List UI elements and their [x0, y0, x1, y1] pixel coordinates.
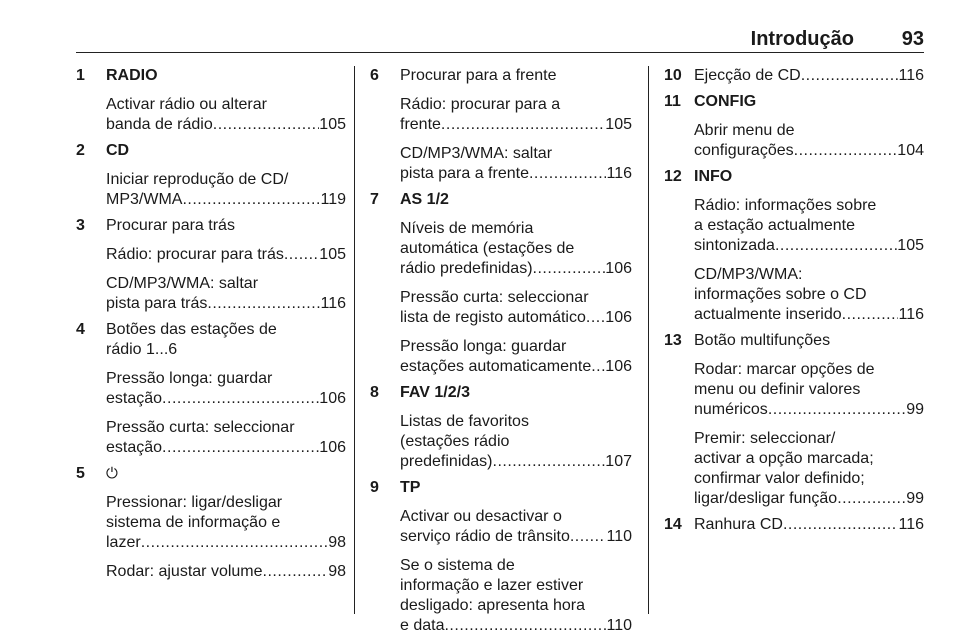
index-text: Ranhura CD: [694, 516, 783, 533]
dot-leader: [162, 438, 319, 458]
dot-leader: [162, 389, 319, 409]
sub-entry-text: a estação actualmente: [694, 217, 855, 234]
entry-heading: CONFIG: [694, 93, 757, 110]
index-text: pista para a frente: [400, 165, 529, 182]
sub-entry-text: (estações rádio: [400, 433, 510, 450]
column-1: [76, 66, 346, 582]
entry-heading: Botão multifunções: [694, 332, 831, 349]
index-text: configurações: [694, 142, 794, 159]
index-line: [106, 115, 346, 135]
page-ref: 99: [906, 490, 924, 507]
entry-number: 8: [370, 384, 379, 401]
index-entry: [76, 66, 346, 135]
sub-entry: [400, 556, 632, 636]
index-text: estação: [106, 439, 163, 456]
dot-leader: [207, 294, 320, 314]
sub-entry-text: Níveis de memória: [400, 220, 534, 237]
page-ref: 106: [319, 390, 346, 407]
sub-entry-text: Listas de favoritos: [400, 413, 529, 430]
sub-entry-text: CD/MP3/WMA: saltar: [400, 145, 553, 162]
entry-heading: Procurar para trás: [106, 217, 235, 234]
sub-entry: [400, 288, 632, 328]
sub-entry-text: Activar rádio ou alterar: [106, 96, 267, 113]
index-text: lazer: [106, 534, 141, 551]
index-line: [694, 489, 924, 509]
entry-number: 12: [664, 168, 682, 185]
page-ref: 106: [605, 260, 632, 277]
sub-entry: [400, 219, 632, 279]
entry-number: 6: [370, 67, 379, 84]
index-text: ligar/desligar função: [694, 490, 838, 507]
sub-entry-text: CD/MP3/WMA:: [694, 266, 803, 283]
entry-number: 4: [76, 321, 85, 338]
entry-heading: FAV 1/2/3: [400, 384, 470, 401]
index-text: sintonizada: [694, 237, 775, 254]
sub-entry-text: Activar ou desactivar o: [400, 508, 562, 525]
dot-leader: [141, 533, 329, 553]
sub-entry: [400, 507, 632, 547]
index-entry: [664, 515, 924, 535]
index-line: [694, 236, 924, 256]
index-text: predefinidas): [400, 453, 493, 470]
dot-leader: [775, 236, 897, 256]
sub-entry: [106, 369, 346, 409]
index-entry: [664, 66, 924, 86]
index-text: e data: [400, 617, 445, 634]
index-line: [694, 141, 924, 161]
index-text: MP3/WMA: [106, 191, 183, 208]
sub-entry-text: Pressão longa: guardar: [106, 370, 273, 387]
index-text: numéricos: [694, 401, 768, 418]
sub-entry-text: Iniciar reprodução de CD/: [106, 171, 289, 188]
sub-entry: [694, 360, 924, 420]
dot-leader: [570, 527, 607, 547]
sub-entry: [106, 170, 346, 210]
dot-leader: [284, 245, 319, 265]
page-ref: 107: [605, 453, 632, 470]
sub-entry: [694, 196, 924, 256]
entry-number: 14: [664, 516, 682, 533]
page-ref: 116: [898, 67, 924, 84]
page-ref: 106: [605, 358, 632, 375]
sub-entry-text: Premir: seleccionar/: [694, 430, 836, 447]
index-line: [106, 562, 346, 582]
dot-leader: [586, 308, 605, 328]
index-entry: [76, 141, 346, 210]
index-entry: [370, 383, 632, 472]
index-line: [106, 245, 346, 265]
sub-entry: [694, 429, 924, 509]
sub-entry-text: sistema de informação e: [106, 514, 281, 531]
index-line: [106, 389, 346, 409]
index-text: estação: [106, 390, 163, 407]
sub-entry-text: activar a opção marcada;: [694, 450, 874, 467]
index-line: [400, 164, 632, 184]
sub-entry-text: Rodar: marcar opções de: [694, 361, 875, 378]
dot-leader: [591, 357, 605, 377]
page-header: [76, 26, 924, 53]
page-ref: 104: [897, 142, 924, 159]
dot-leader: [444, 616, 606, 636]
page-number: 93: [901, 28, 924, 50]
dot-leader: [263, 562, 329, 582]
page-ref: 98: [328, 534, 346, 551]
index-entry: [76, 216, 346, 314]
index-text: frente: [400, 116, 441, 133]
sub-entry: [400, 412, 632, 472]
dot-leader: [441, 115, 605, 135]
page-ref: 105: [319, 116, 346, 133]
index-line: [400, 527, 632, 547]
page-ref: 105: [319, 246, 346, 263]
index-text: Rodar: ajustar volume: [106, 563, 263, 580]
sub-entry: [400, 144, 632, 184]
index-line: [106, 533, 346, 553]
sub-entry-text: Rádio: informações sobre: [694, 197, 877, 214]
entry-heading: Procurar para a frente: [400, 67, 557, 84]
sub-entry-text: informações sobre o CD: [694, 286, 867, 303]
sub-entry: [106, 562, 346, 582]
page-ref: 106: [605, 309, 632, 326]
sub-entry-text: Abrir menu de: [694, 122, 795, 139]
index-line: [106, 190, 346, 210]
dot-leader: [529, 164, 607, 184]
page-ref: 99: [906, 401, 924, 418]
index-entry: [370, 190, 632, 377]
sub-entry: [400, 95, 632, 135]
sub-entry-text: desligado: apresenta hora: [400, 597, 586, 614]
page-ref: 116: [606, 165, 632, 182]
index-line: [400, 259, 632, 279]
dot-leader: [533, 259, 606, 279]
sub-entry-text: automática (estações de: [400, 240, 575, 257]
dot-leader: [783, 515, 899, 535]
sub-entry: [106, 274, 346, 314]
column-divider: [648, 66, 649, 614]
entry-number: 11: [664, 93, 681, 110]
page-ref: 98: [328, 563, 346, 580]
index-line: [400, 357, 632, 377]
index-entry: [370, 66, 632, 184]
page-ref: 116: [898, 306, 924, 323]
index-entry: [76, 320, 346, 458]
index-text: rádio predefinidas): [400, 260, 533, 277]
index-line: [106, 438, 346, 458]
index-entry: [664, 92, 924, 161]
entry-heading: Botões das estações de: [106, 321, 277, 338]
index-text: Ejecção de CD: [694, 67, 801, 84]
sub-entry: [106, 245, 346, 265]
index-line: [400, 616, 632, 636]
index-text: pista para trás: [106, 295, 208, 312]
index-line: [400, 452, 632, 472]
index-text: banda de rádio: [106, 116, 213, 133]
entry-heading: RADIO: [106, 67, 158, 84]
index-line: [106, 294, 346, 314]
sub-entry: [400, 337, 632, 377]
sub-entry-text: informação e lazer estiver: [400, 577, 584, 594]
page-ref: 110: [606, 528, 632, 545]
dot-leader: [801, 66, 899, 86]
entry-heading: CD: [106, 142, 130, 159]
index-text: serviço rádio de trânsito: [400, 528, 570, 545]
sub-entry: [106, 95, 346, 135]
index-text: actualmente inserido: [694, 306, 842, 323]
sub-entry: [694, 265, 924, 325]
entry-number: 7: [370, 191, 379, 208]
entry-heading: AS 1/2: [400, 191, 449, 208]
page-ref: 110: [606, 617, 632, 634]
dot-leader: [794, 141, 898, 161]
column-2: [370, 66, 632, 636]
sub-entry-text: Pressionar: ligar/desligar: [106, 494, 283, 511]
page-ref: 119: [320, 191, 346, 208]
entry-number: 13: [664, 332, 682, 349]
index-text: estações automaticamente: [400, 358, 592, 375]
entry-heading: TP: [400, 479, 421, 496]
column-divider: [354, 66, 355, 614]
dot-leader: [493, 452, 606, 472]
index-line: [400, 115, 632, 135]
sub-entry-text: Pressão curta: seleccionar: [106, 419, 295, 436]
sub-entry-text: Rádio: procurar para a: [400, 96, 561, 113]
index-entry: [664, 331, 924, 509]
dot-leader: [842, 305, 899, 325]
sub-entry-text: Pressão curta: seleccionar: [400, 289, 589, 306]
index-line: [694, 66, 924, 86]
index-text: lista de registo automático: [400, 309, 586, 326]
sub-entry-text: Se o sistema de: [400, 557, 515, 574]
sub-entry-text: menu ou definir valores: [694, 381, 861, 398]
dot-leader: [213, 115, 320, 135]
entry-number: 1: [76, 67, 85, 84]
index-entry: [664, 167, 924, 325]
page-title: Introdução: [750, 28, 854, 50]
dot-leader: [182, 190, 320, 210]
entry-number: 3: [76, 217, 85, 234]
entry-heading-cont: rádio 1...6: [106, 341, 178, 358]
entry-number: 9: [370, 479, 379, 496]
sub-entry-text: CD/MP3/WMA: saltar: [106, 275, 259, 292]
index-line: [400, 308, 632, 328]
dot-leader: [768, 400, 906, 420]
entry-heading: INFO: [694, 168, 733, 185]
index-line: [694, 305, 924, 325]
power-icon: ⏻: [106, 465, 118, 482]
index-entry: [370, 478, 632, 636]
index-line: [694, 400, 924, 420]
entry-number: 2: [76, 142, 85, 159]
sub-entry-text: Pressão longa: guardar: [400, 338, 567, 355]
dot-leader: [837, 489, 906, 509]
sub-entry: [106, 493, 346, 553]
entry-number: 5: [76, 465, 85, 482]
sub-entry: [694, 121, 924, 161]
index-line: [694, 515, 924, 535]
page-ref: 105: [897, 237, 924, 254]
sub-entry-text: confirmar valor definido;: [694, 470, 865, 487]
index-entry: [76, 464, 346, 582]
page-ref: 116: [898, 516, 924, 533]
page-ref: 105: [605, 116, 632, 133]
entry-number: 10: [664, 67, 682, 84]
index-text: Rádio: procurar para trás: [106, 246, 284, 263]
sub-entry: [106, 418, 346, 458]
page-ref: 106: [319, 439, 346, 456]
column-3: [664, 66, 924, 535]
page-ref: 116: [320, 295, 346, 312]
